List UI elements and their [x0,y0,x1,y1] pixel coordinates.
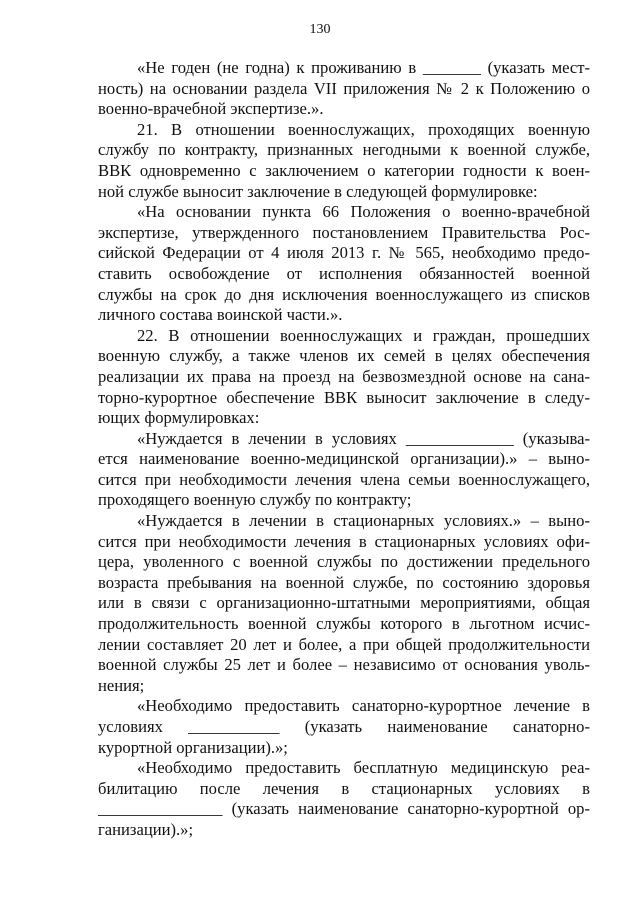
text-line: военной службы 25 лет и более – независимо от основания уволь- [98,655,590,675]
text-line: курортной организации).»; [98,737,288,757]
page-number: 130 [309,22,331,37]
text-line: военно-врачебной экспертизе.». [98,99,324,119]
text-line: ется наименование военно-медицинской организации).» – выно- [98,449,590,469]
text-line: «На основании пункта 66 Положения о военно-врачебной [137,202,590,222]
text-line: возраста пребывания на военной службе, по состоянию здоровья [98,572,590,592]
text-line: условиях ___________ (указать наименование санаторно- [98,717,590,736]
text-line: ность) на основании раздела VII приложения № 2 к Положению о [98,78,590,98]
text-line: сится при необходимости лечения члена семьи военнослужащего, [98,469,590,489]
text-line: продолжительность военной службы которого в льготном исчис- [98,614,590,634]
text-line: ющих формулировках: [98,408,260,428]
text-line: ВВК одновременно с заключением о категории годности к воен- [98,160,590,180]
text-line: «Нуждается в лечении в условиях _____________ (указыва- [137,428,590,448]
text-line: сийской Федерации от 4 июля 2013 г. № 565, необходимо предо- [98,243,590,263]
text-line: реализации их права на проезд на безвозмездной основе на сана- [98,366,590,386]
text-line: 21. В отношении военнослужащих, проходящих военную [137,119,590,139]
text-line: ной службе выносит заключение в следующей формулировке: [98,181,538,201]
text-line: личного состава воинской части.». [98,305,343,325]
text-line: службу по контракту, признанных негодными к военной службе, [98,140,590,160]
text-line: или в связи с организационно-штатными мероприятиями, общая [98,593,590,613]
text-line: нения; [98,675,145,695]
text-line: проходящего военную службу по контракту; [98,490,412,510]
text-line: экспертизе, утвержденного постановлением Правительства Рос- [98,222,590,242]
text-line: «Не годен (не годна) к проживанию в _______ (указать мест- [137,58,590,77]
text-line: _______________ (указать наименование санаторно-курортной ор- [98,799,590,819]
text-line: торно-курортное обеспечение ВВК выносит заключение в следу- [98,387,590,407]
text-line: билитацию после лечения в стационарных условиях в [98,778,590,798]
text-line: ставить освобождение от исполнения обязанностей военной [98,263,590,283]
text-line: «Необходимо предоставить бесплатную медицинскую реа- [137,758,590,778]
text-line: службы на срок до дня исключения военнослужащего из списков [98,284,590,304]
text-line: сится при необходимости лечения в стационарных условиях офи- [98,531,590,551]
text-line: лении составляет 20 лет и более, а при общей продолжительности [98,634,590,654]
text-line: 22. В отношении военнослужащих и граждан, прошедших [137,325,590,345]
text-line: ганизации).»; [98,819,194,839]
document-body [98,58,590,841]
text-line: «Нуждается в лечении в стационарных условиях.» – выно- [137,511,590,531]
text-line: цера, уволенного с военной службы по достижении предельного [98,552,590,572]
text-line: «Необходимо предоставить санаторно-курортное лечение в [137,696,590,716]
text-line: военную службу, а также членов их семей в целях обеспечения [98,346,590,366]
